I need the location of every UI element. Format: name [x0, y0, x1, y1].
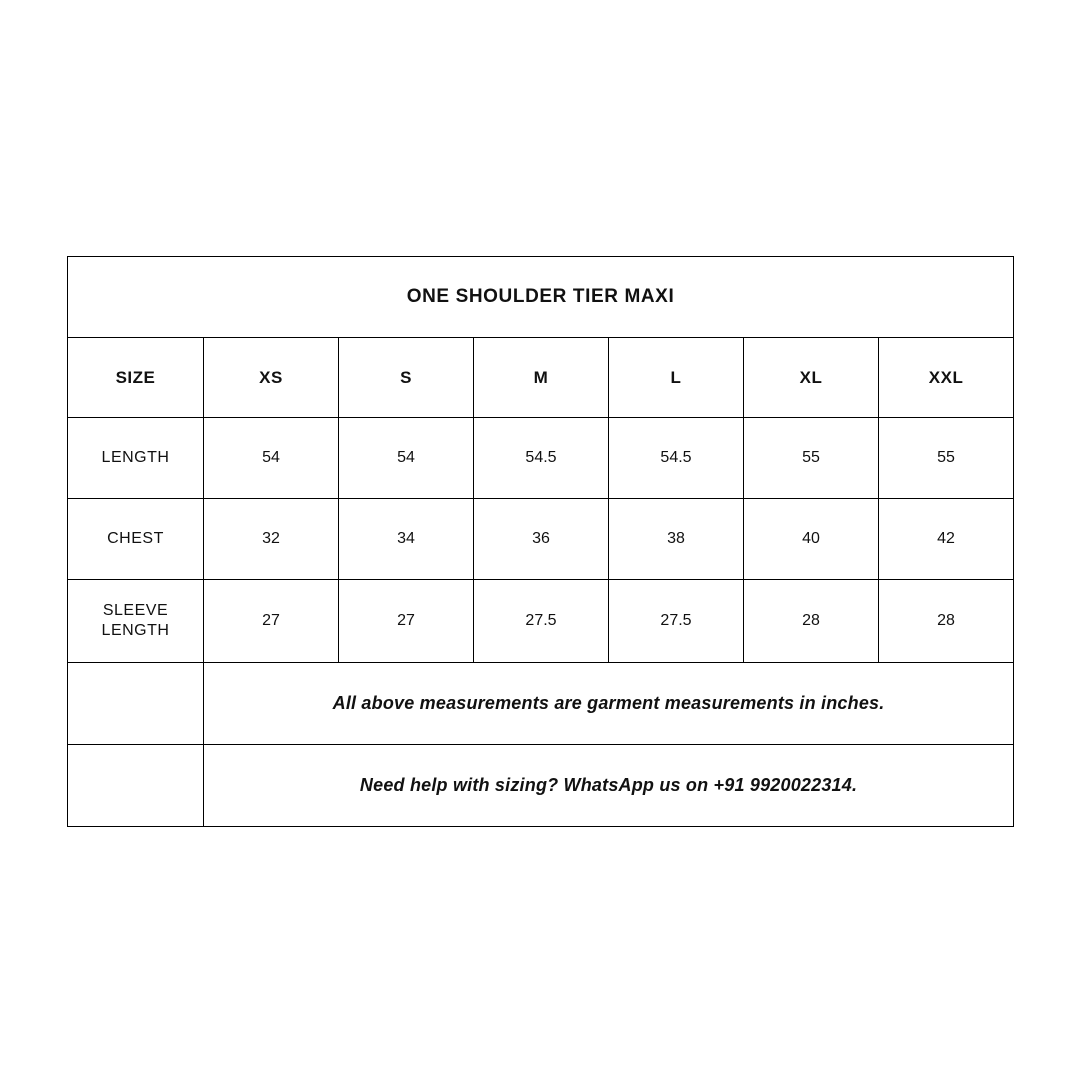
header-size-xl: XL [744, 338, 879, 418]
cell-sleeve-l: 27.5 [609, 580, 744, 663]
header-size-l: L [609, 338, 744, 418]
chart-title: ONE SHOULDER TIER MAXI [68, 257, 1014, 338]
row-label-length: LENGTH [68, 418, 204, 499]
table-row [68, 499, 1014, 580]
note-blank-cell [68, 745, 204, 827]
size-chart-container [67, 256, 1013, 827]
table-row [68, 580, 1014, 663]
size-chart-table [67, 256, 1014, 827]
cell-length-m: 54.5 [474, 418, 609, 499]
cell-sleeve-m: 27.5 [474, 580, 609, 663]
row-label-sleeve-line2: LENGTH [101, 622, 170, 639]
header-size-s: S [339, 338, 474, 418]
row-label-chest: CHEST [68, 499, 204, 580]
row-label-sleeve-line1: SLEEVE [102, 602, 169, 619]
header-size-xxl: XXL [879, 338, 1014, 418]
cell-chest-l: 38 [609, 499, 744, 580]
cell-length-xs: 54 [204, 418, 339, 499]
header-size-label: SIZE [68, 338, 204, 418]
cell-chest-s: 34 [339, 499, 474, 580]
header-size-m: M [474, 338, 609, 418]
cell-sleeve-xs: 27 [204, 580, 339, 663]
header-size-xs: XS [204, 338, 339, 418]
note-sizing-help: Need help with sizing? WhatsApp us on +91 9920022314. [204, 745, 1014, 827]
note-row-measurements [68, 663, 1014, 745]
cell-length-xl: 55 [744, 418, 879, 499]
cell-chest-m: 36 [474, 499, 609, 580]
cell-chest-xxl: 42 [879, 499, 1014, 580]
cell-length-s: 54 [339, 418, 474, 499]
cell-length-l: 54.5 [609, 418, 744, 499]
cell-chest-xs: 32 [204, 499, 339, 580]
cell-sleeve-s: 27 [339, 580, 474, 663]
note-blank-cell [68, 663, 204, 745]
cell-length-xxl: 55 [879, 418, 1014, 499]
note-row-help [68, 745, 1014, 827]
cell-sleeve-xl: 28 [744, 580, 879, 663]
header-row [68, 338, 1014, 418]
row-label-sleeve-length [68, 580, 204, 663]
title-row [68, 257, 1014, 338]
table-row [68, 418, 1014, 499]
cell-chest-xl: 40 [744, 499, 879, 580]
cell-sleeve-xxl: 28 [879, 580, 1014, 663]
note-measurements: All above measurements are garment measurements in inches. [204, 663, 1014, 745]
